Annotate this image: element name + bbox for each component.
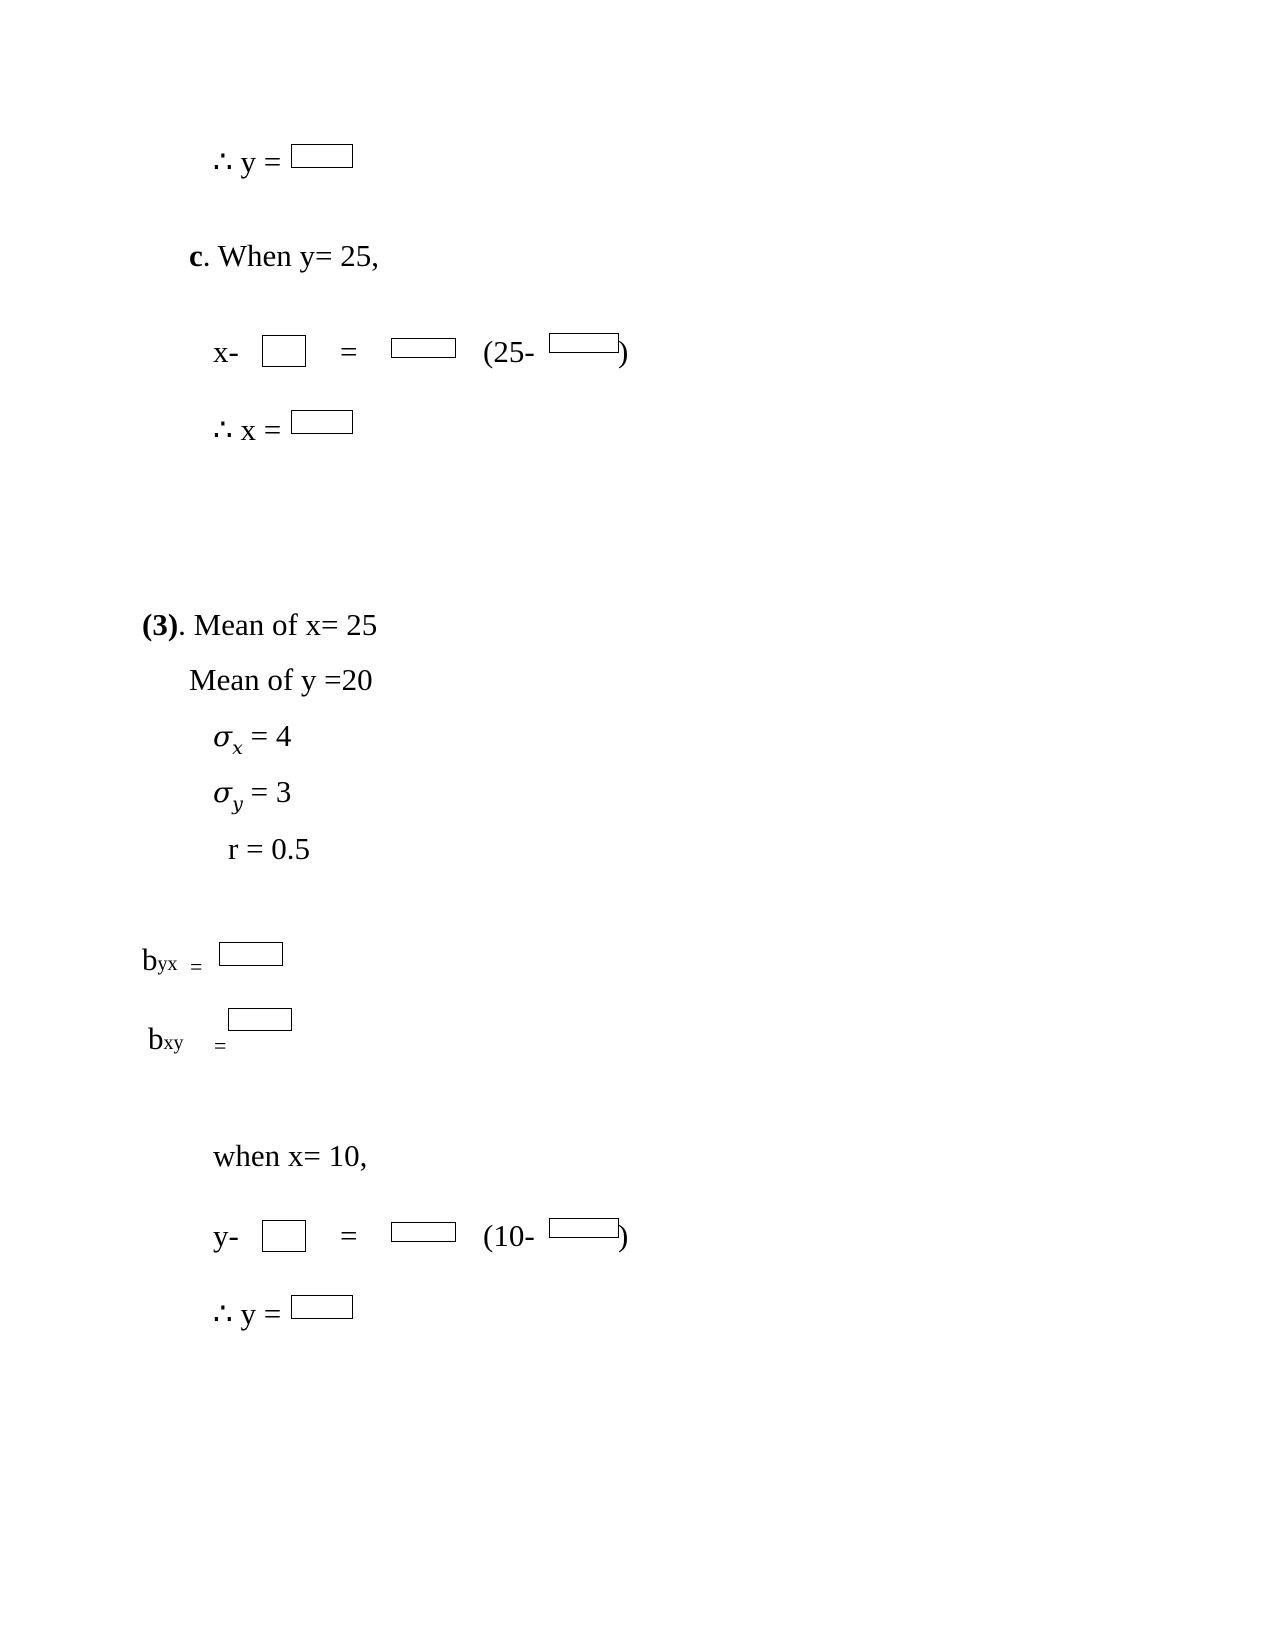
equation-3-paren-close: ) <box>618 1218 629 1253</box>
byx-equals: = <box>190 954 203 979</box>
answer-box-y-top[interactable] <box>291 144 353 168</box>
therefore-x-label: ∴ x = <box>213 412 282 447</box>
answer-box-3-mean-y[interactable] <box>262 1220 306 1252</box>
section-3-heading-text: . Mean of x= 25 <box>178 607 378 642</box>
sigma-x-value: = 4 <box>250 718 292 753</box>
answer-box-bxy[interactable] <box>228 1008 292 1031</box>
equation-c-paren-open: (25- <box>483 334 535 369</box>
therefore-y-label-bottom: ∴ y = <box>213 1296 282 1331</box>
answer-box-byx[interactable] <box>219 942 283 966</box>
equation-c-equals: = <box>340 334 358 369</box>
mean-y-line: Mean of y =20 <box>189 662 373 697</box>
sigma-y-line <box>213 776 291 814</box>
equation-3-lhs: y- <box>213 1218 239 1253</box>
answer-box-3-mean-x[interactable] <box>549 1218 619 1238</box>
answer-box-y-bottom[interactable] <box>291 1295 353 1319</box>
answer-box-c-coefficient[interactable] <box>391 338 456 358</box>
sigma-x-line <box>213 720 291 758</box>
section-c-label: c <box>189 238 203 273</box>
answer-box-3-coefficient[interactable] <box>391 1222 456 1242</box>
therefore-y-label-top: ∴ y = <box>213 144 282 179</box>
sigma-y-value: = 3 <box>250 774 292 809</box>
section-c-heading <box>189 240 379 271</box>
section-3-heading <box>142 609 377 640</box>
sigma-y-symbol: $\sigma_y$ <box>213 776 243 815</box>
section-c-heading-text: . When y= 25, <box>202 238 379 273</box>
equation-c-paren-close: ) <box>618 334 629 369</box>
byx-label: byx <box>142 942 178 977</box>
answer-box-x[interactable] <box>291 410 353 434</box>
section-3-label: (3) <box>142 607 179 642</box>
answer-box-c-mean-y[interactable] <box>549 333 619 353</box>
bxy-label: bxy <box>148 1021 184 1056</box>
sigma-x-symbol: $\sigma_x$ <box>213 720 243 759</box>
equation-3-equals: = <box>340 1218 358 1253</box>
equation-3-paren-open: (10- <box>483 1218 535 1253</box>
bxy-equals: = <box>214 1033 227 1058</box>
when-x-line: when x= 10, <box>213 1138 368 1173</box>
equation-c-lhs: x- <box>213 334 239 369</box>
r-line: r = 0.5 <box>228 831 311 866</box>
answer-box-c-mean-x[interactable] <box>262 335 306 367</box>
